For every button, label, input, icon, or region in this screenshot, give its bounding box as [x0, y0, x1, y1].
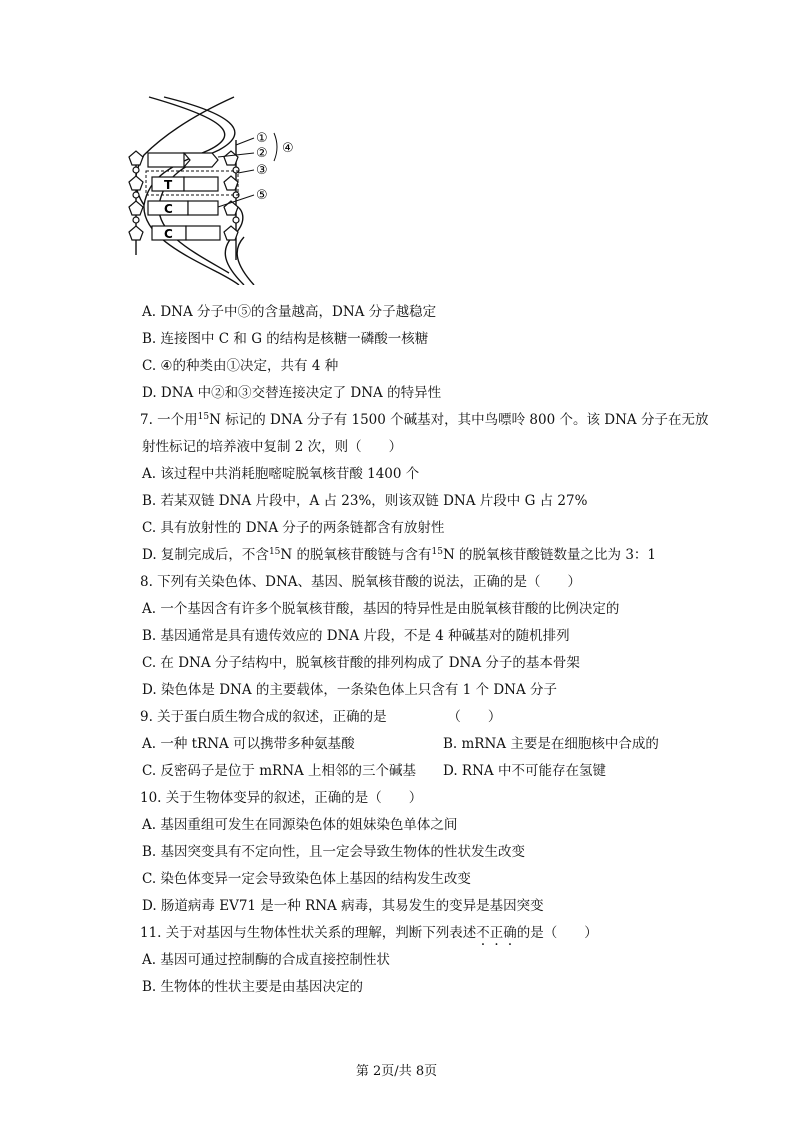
q8-stem: 8. 下列有关染色体、DNA、基因、脱氧核苷酸的说法，正确的是（ ） — [140, 574, 582, 590]
label-3: ③ — [256, 163, 268, 178]
isotope-mass: 15 — [197, 412, 210, 422]
q7-option-d-pre: D. 复制完成后，不含 — [142, 547, 269, 563]
q10-stem: 10. 关于生物体变异的叙述，正确的是（ ） — [140, 790, 423, 806]
q9-option-a: A. 一种 tRNA 可以携带多种氨基酸 — [142, 736, 355, 752]
q10-option-b: B. 基因突变具有不定向性，且一定会导致生物体的性状发生改变 — [142, 844, 526, 860]
q7-option-d — [142, 546, 656, 564]
q9-option-d: D. RNA 中不可能存在氢键 — [443, 763, 606, 779]
isotope-mass-2: 15 — [268, 547, 281, 557]
q8-option-c: C. 在 DNA 分子结构中，脱氧核苷酸的排列构成了 DNA 分子的基本骨架 — [142, 655, 580, 671]
q7-stem — [140, 411, 708, 429]
dna-diagram — [124, 95, 309, 285]
q6-option-c: C. ④的种类由①决定，共有 4 种 — [142, 358, 339, 374]
q7-option-a: A. 该过程中共消耗胞嘧啶脱氧核苷酸 1400 个 — [142, 466, 420, 482]
q8-option-a: A. 一个基因含有许多个脱氧核苷酸，基因的特异性是由脱氧核苷酸的比例决定的 — [142, 601, 620, 617]
q6-option-d: D. DNA 中②和③交替连接决定了 DNA 的特异性 — [142, 385, 442, 401]
q11-option-b: B. 生物体的性状主要是由基因决定的 — [142, 979, 364, 995]
q11-stem-emphasis — [476, 925, 517, 941]
q7-stem-post: N 标记的 DNA 分子有 1500 个碱基对，其中鸟嘌呤 800 个。该 DNA 分子在无放 — [209, 412, 709, 428]
q11-stem — [140, 924, 598, 942]
isotope-mass-3: 15 — [431, 547, 443, 557]
page-footer: 第 2页/共 8页 — [355, 1064, 438, 1079]
emphasis-char: 不 — [476, 925, 490, 941]
emphasis-char: 确 — [503, 925, 517, 941]
q10-option-c: C. 染色体变异一定会导致染色体上基因的结构发生改变 — [142, 871, 471, 887]
q7-option-b: B. 若某双链 DNA 片段中，A 占 23%，则该双链 DNA 片段中 G 占 27% — [142, 493, 588, 509]
base-label-c2: C — [164, 227, 173, 241]
q11-stem-pre: 11. 关于对基因与生物体性状关系的理解，判断下列表述 — [140, 925, 477, 941]
q8-option-d: D. 染色体是 DNA 的主要载体，一条染色体上只含有 1 个 DNA 分子 — [142, 682, 558, 698]
q11-option-a: A. 基因可通过控制酶的合成直接控制性状 — [142, 952, 390, 968]
label-1: ① — [256, 131, 268, 146]
label-4: ④ — [282, 141, 294, 156]
q11-stem-post: 的是（ ） — [516, 925, 598, 941]
q7-stem-line2: 射性标记的培养液中复制 2 次，则（ ） — [142, 439, 403, 455]
q6-option-a: A. DNA 分子中⑤的含量越高，DNA 分子越稳定 — [142, 304, 437, 320]
q7-option-c: C. 具有放射性的 DNA 分子的两条链都含有放射性 — [142, 520, 445, 536]
q7-option-d-mid: N 的脱氧核苷酸链与含有 — [280, 547, 432, 563]
q7-stem-pre: 7. 一个用 — [140, 412, 198, 428]
q10-option-d: D. 肠道病毒 EV71 是一种 RNA 病毒，其易发生的变异是基因突变 — [142, 898, 544, 914]
emphasis-char: 正 — [489, 925, 504, 941]
q9-option-b: B. mRNA 主要是在细胞核中合成的 — [443, 736, 659, 752]
label-2: ② — [256, 146, 268, 161]
base-label-t: T — [164, 178, 173, 192]
dna-structure-figure — [124, 95, 309, 285]
q7-option-d-post: N 的脱氧核苷酸链数量之比为 3：1 — [442, 547, 657, 563]
q8-option-b: B. 基因通常是具有遗传效应的 DNA 片段，不是 4 种碱基对的随机排列 — [142, 628, 570, 644]
q9-stem: 9. 关于蛋白质生物合成的叙述，正确的是 （ ） — [140, 709, 502, 725]
q6-option-b: B. 连接图中 C 和 G 的结构是核糖一磷酸一核糖 — [142, 331, 429, 347]
label-5: ⑤ — [256, 188, 268, 203]
q10-option-a: A. 基因重组可发生在同源染色体的姐妹染色单体之间 — [142, 817, 458, 833]
q9-option-c: C. 反密码子是位于 mRNA 上相邻的三个碱基 — [142, 763, 417, 779]
base-label-c1: C — [164, 202, 173, 216]
